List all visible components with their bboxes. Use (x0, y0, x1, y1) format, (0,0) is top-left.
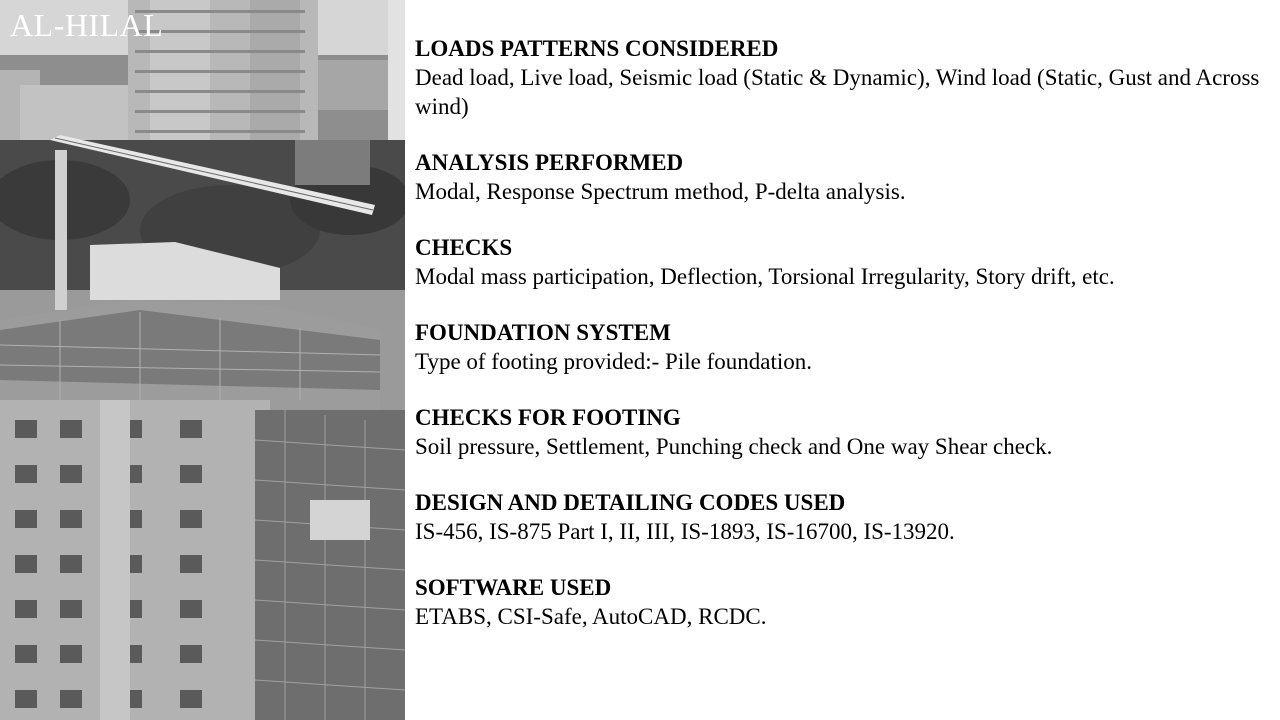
section-foundation-system (415, 319, 1260, 376)
section-body: IS-456, IS-875 Part I, II, III, IS-1893, IS-16700, IS-13920. (415, 519, 955, 544)
project-name: AL-HILAL (10, 7, 164, 43)
section-design-codes (415, 489, 1260, 546)
section-body: Modal, Response Spectrum method, P-delta analysis. (415, 179, 906, 204)
construction-site-photo (0, 0, 405, 720)
section-analysis-performed (415, 149, 1260, 206)
section-heading: SOFTWARE USED (415, 575, 612, 600)
construction-photo-illustration (0, 0, 405, 720)
structural-details (415, 35, 1260, 659)
section-heading: CHECKS FOR FOOTING (415, 405, 681, 430)
section-checks (415, 234, 1260, 291)
section-loads-patterns (415, 35, 1260, 121)
section-body: Modal mass participation, Deflection, Torsional Irregularity, Story drift, etc. (415, 264, 1115, 289)
section-heading: DESIGN AND DETAILING CODES USED (415, 490, 846, 515)
section-heading: LOADS PATTERNS CONSIDERED (415, 36, 779, 61)
section-body: Type of footing provided:- Pile foundation. (415, 349, 812, 374)
section-body: ETABS, CSI-Safe, AutoCAD, RCDC. (415, 604, 767, 629)
section-heading: ANALYSIS PERFORMED (415, 150, 684, 175)
section-body: Soil pressure, Settlement, Punching check and One way Shear check. (415, 434, 1053, 459)
section-checks-for-footing (415, 404, 1260, 461)
section-body: Dead load, Live load, Seismic load (Static & Dynamic), Wind load (Static, Gust and Across wind) (415, 65, 1260, 119)
section-software-used (415, 574, 1260, 631)
section-heading: CHECKS (415, 235, 513, 260)
section-heading: FOUNDATION SYSTEM (415, 320, 671, 345)
